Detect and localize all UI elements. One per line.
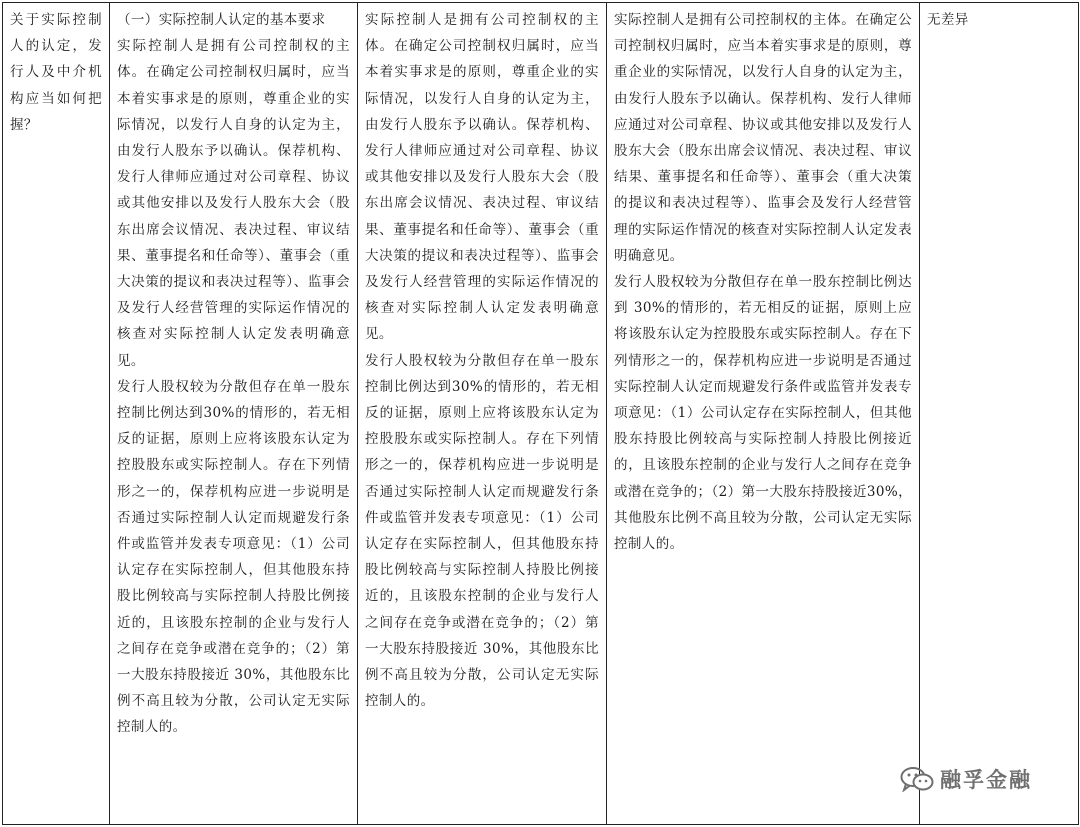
requirement-paragraph-2: 发行人股权较为分散但存在单一股东控制比例达到30%的情形的，若无相反的证据，原则上应将该股东认定为控股股东或实际控制人。存在下列情形之一的，保荐机构应进一步说明是否通过实际控制人认定而规避发行条件或监管并发表专项意见：（1）公司认定存在实际控制人，但其他股东持股比例较高与实际控制人持股比例接近的，且该股东控制的企业与发行人之间存在竞争或潜在竞争的；（2）第一大股东持股接近 30%，其他股东比例不高且较为分散，公司认定无实际控制人的。 [117, 378, 350, 736]
watermark [900, 764, 1032, 794]
version-b-paragraph-1: 实际控制人是拥有公司控制权的主体。在确定公司控制权归属时，应当本着实事求是的原则，尊重企业的实际情况，以发行人自身的认定为主，由发行人股东予以确认。保荐机构、发行人律师应通过对公司章程、协议或其他安排以及发行人股东大会（股东出席会议情况、表决过程、审议结果、董事提名和任命等）、董事会（重大决策的提议和表决过程等）、监事会及发行人经营管理的实际运作情况的核查对实际控制人认定发表明确意见。 [614, 12, 912, 264]
requirement-paragraph-1: 实际控制人是拥有公司控制权的主体。在确定公司控制权归属时，应当本着实事求是的原则，尊重企业的实际情况，以发行人自身的认定为主，由发行人股东予以确认。保荐机构、发行人律师应通过对公司章程、协议或其他安排以及发行人股东大会（股东出席会议情况、表决过程、审议结果、董事提名和任命等）、董事会（重大决策的提议和表决过程等）、监事会及发行人经营管理的实际运作情况的核查对实际控制人认定发表明确意见。 [117, 38, 350, 369]
difference-text: 无差异 [927, 12, 969, 28]
requirement-heading: （一）实际控制人认定的基本要求 [117, 12, 326, 28]
requirement-cell [110, 3, 358, 825]
version-a-paragraph-2: 发行人股权较为分散但存在单一股东控制比例达到30%的情形的，若无相反的证据，原则上应将该股东认定为控股股东或实际控制人。存在下列情形之一的，保荐机构应进一步说明是否通过实际控制人认定而规避发行条件或监管并发表专项意见：（1）公司认定存在实际控制人，但其他股东持股比例较高与实际控制人持股比例接近的，且该股东控制的企业与发行人之间存在竞争或潜在竞争的；（2）第一大股东持股接近 30%，其他股东比例不高且较为分散，公司认定无实际控制人的。 [365, 352, 599, 710]
version-b-cell [607, 3, 920, 825]
version-a-paragraph-1: 实际控制人是拥有公司控制权的主体。在确定公司控制权归属时，应当本着实事求是的原则，尊重企业的实际情况，以发行人自身的认定为主，由发行人股东予以确认。保荐机构、发行人律师应通过对公司章程、协议或其他安排以及发行人股东大会（股东出席会议情况、表决过程、审议结果、董事提名和任命等）、董事会（重大决策的提议和表决过程等）、监事会及发行人经营管理的实际运作情况的核查对实际控制人认定发表明确意见。 [365, 12, 599, 343]
difference-cell [920, 3, 1079, 825]
version-a-cell [358, 3, 607, 825]
table-row [3, 3, 1079, 825]
watermark-text: 融孚金融 [940, 768, 1032, 792]
question-text: 关于实际控制人的认定，发行人及中介机构应当如何把握？ [10, 12, 102, 133]
wechat-icon [900, 766, 934, 792]
version-b-paragraph-2: 发行人股权较为分散但存在单一股东控制比例达到 30%的情形的，若无相反的证据，原则上应将该股东认定为控股股东或实际控制人。存在下列情形之一的，保荐机构应进一步说明是否通过实际控制人认定而规避发行条件或监管并发表专项意见：（1）公司认定存在实际控制人，但其他股东持股比例较高与实际控制人持股比例接近的，且该股东控制的企业与发行人之间存在竞争或潜在竞争的；（2）第一大股东持股接近30%，其他股东比例不高且较为分散，公司认定无实际控制人的。 [614, 274, 912, 553]
question-cell [3, 3, 110, 825]
comparison-table [2, 2, 1079, 825]
